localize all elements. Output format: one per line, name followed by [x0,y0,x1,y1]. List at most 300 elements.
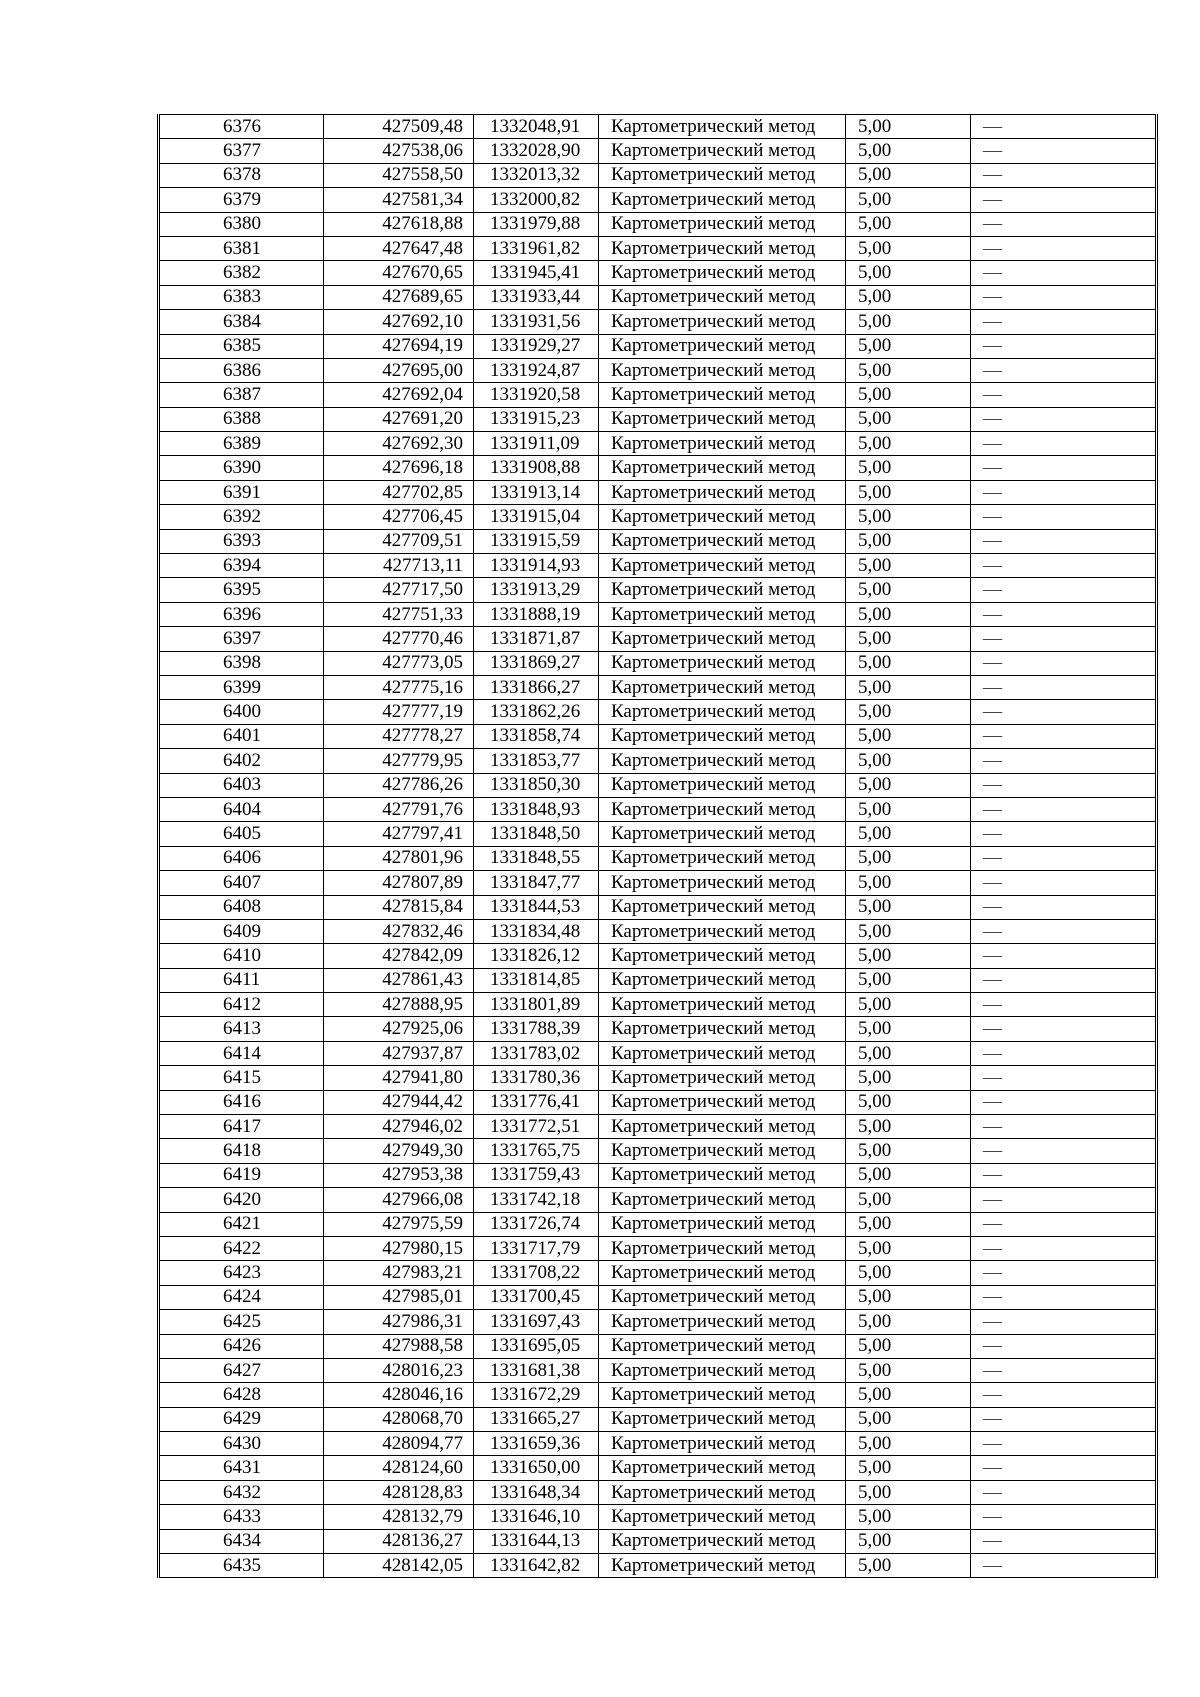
x-coordinate-cell: 427975,59 [324,1212,474,1236]
x-coordinate-cell: 427775,16 [324,675,474,699]
description-cell: — [971,358,1157,382]
point-number-cell: 6399 [159,675,324,699]
method-cell: Картометрический метод [599,334,846,358]
method-cell: Картометрический метод [599,236,846,260]
point-number-cell: 6418 [159,1139,324,1163]
accuracy-cell: 5,00 [846,968,971,992]
description-cell: — [971,749,1157,773]
method-cell: Картометрический метод [599,139,846,163]
x-coordinate-cell: 427696,18 [324,456,474,480]
x-coordinate-cell: 427801,96 [324,846,474,870]
method-cell: Картометрический метод [599,1554,846,1578]
x-coordinate-cell: 427985,01 [324,1285,474,1309]
method-cell: Картометрический метод [599,1188,846,1212]
accuracy-cell: 5,00 [846,1456,971,1480]
x-coordinate-cell: 428142,05 [324,1554,474,1578]
method-cell: Картометрический метод [599,505,846,529]
x-coordinate-cell: 427751,33 [324,602,474,626]
description-cell: — [971,115,1157,139]
table-row [159,1480,1157,1504]
point-number-cell: 6432 [159,1480,324,1504]
description-cell: — [971,846,1157,870]
point-number-cell: 6385 [159,334,324,358]
accuracy-cell: 5,00 [846,285,971,309]
x-coordinate-cell: 427983,21 [324,1261,474,1285]
y-coordinate-cell: 1332013,32 [474,163,599,187]
point-number-cell: 6423 [159,1261,324,1285]
table-row [159,285,1157,309]
point-number-cell: 6405 [159,822,324,846]
description-cell: — [971,261,1157,285]
description-cell: — [971,602,1157,626]
accuracy-cell: 5,00 [846,822,971,846]
accuracy-cell: 5,00 [846,1310,971,1334]
point-number-cell: 6395 [159,578,324,602]
table-row [159,700,1157,724]
point-number-cell: 6416 [159,1090,324,1114]
point-number-cell: 6430 [159,1432,324,1456]
method-cell: Картометрический метод [599,407,846,431]
x-coordinate-cell: 427773,05 [324,651,474,675]
accuracy-cell: 5,00 [846,1554,971,1578]
table-row [159,115,1157,139]
table-row [159,1407,1157,1431]
x-coordinate-cell: 427713,11 [324,554,474,578]
y-coordinate-cell: 1331914,93 [474,554,599,578]
x-coordinate-cell: 427581,34 [324,188,474,212]
point-number-cell: 6410 [159,944,324,968]
y-coordinate-cell: 1332000,82 [474,188,599,212]
y-coordinate-cell: 1331848,55 [474,846,599,870]
y-coordinate-cell: 1331913,29 [474,578,599,602]
description-cell: — [971,919,1157,943]
description-cell: — [971,871,1157,895]
x-coordinate-cell: 427791,76 [324,797,474,821]
accuracy-cell: 5,00 [846,700,971,724]
method-cell: Картометрический метод [599,627,846,651]
method-cell: Картометрический метод [599,1139,846,1163]
description-cell: — [971,1383,1157,1407]
accuracy-cell: 5,00 [846,188,971,212]
accuracy-cell: 5,00 [846,627,971,651]
description-cell: — [971,1041,1157,1065]
accuracy-cell: 5,00 [846,310,971,334]
method-cell: Картометрический метод [599,602,846,626]
description-cell: — [971,1310,1157,1334]
accuracy-cell: 5,00 [846,139,971,163]
method-cell: Картометрический метод [599,675,846,699]
table-row [159,1383,1157,1407]
accuracy-cell: 5,00 [846,456,971,480]
method-cell: Картометрический метод [599,1383,846,1407]
y-coordinate-cell: 1331783,02 [474,1041,599,1065]
description-cell: — [971,627,1157,651]
table-row [159,505,1157,529]
method-cell: Картометрический метод [599,1017,846,1041]
x-coordinate-cell: 427558,50 [324,163,474,187]
description-cell: — [971,505,1157,529]
accuracy-cell: 5,00 [846,602,971,626]
y-coordinate-cell: 1331665,27 [474,1407,599,1431]
accuracy-cell: 5,00 [846,358,971,382]
x-coordinate-cell: 427815,84 [324,895,474,919]
point-number-cell: 6404 [159,797,324,821]
description-cell: — [971,773,1157,797]
method-cell: Картометрический метод [599,285,846,309]
description-cell: — [971,822,1157,846]
method-cell: Картометрический метод [599,1334,846,1358]
y-coordinate-cell: 1331862,26 [474,700,599,724]
point-number-cell: 6379 [159,188,324,212]
accuracy-cell: 5,00 [846,236,971,260]
point-number-cell: 6417 [159,1115,324,1139]
method-cell: Картометрический метод [599,1285,846,1309]
table-row [159,675,1157,699]
point-number-cell: 6429 [159,1407,324,1431]
table-row [159,602,1157,626]
description-cell: — [971,383,1157,407]
y-coordinate-cell: 1331908,88 [474,456,599,480]
table-row [159,1334,1157,1358]
accuracy-cell: 5,00 [846,261,971,285]
y-coordinate-cell: 1331913,14 [474,480,599,504]
point-number-cell: 6378 [159,163,324,187]
accuracy-cell: 5,00 [846,1285,971,1309]
method-cell: Картометрический метод [599,529,846,553]
table-row [159,236,1157,260]
y-coordinate-cell: 1331933,44 [474,285,599,309]
y-coordinate-cell: 1331858,74 [474,724,599,748]
x-coordinate-cell: 427980,15 [324,1236,474,1260]
point-number-cell: 6396 [159,602,324,626]
table-row [159,773,1157,797]
table-row [159,358,1157,382]
table-row [159,895,1157,919]
description-cell: — [971,1090,1157,1114]
point-number-cell: 6415 [159,1066,324,1090]
method-cell: Картометрический метод [599,651,846,675]
description-cell: — [971,797,1157,821]
point-number-cell: 6382 [159,261,324,285]
table-row [159,1163,1157,1187]
y-coordinate-cell: 1331915,04 [474,505,599,529]
accuracy-cell: 5,00 [846,1017,971,1041]
y-coordinate-cell: 1331850,30 [474,773,599,797]
table-row [159,383,1157,407]
point-number-cell: 6401 [159,724,324,748]
method-cell: Картометрический метод [599,1115,846,1139]
y-coordinate-cell: 1331869,27 [474,651,599,675]
y-coordinate-cell: 1331929,27 [474,334,599,358]
y-coordinate-cell: 1331866,27 [474,675,599,699]
accuracy-cell: 5,00 [846,1139,971,1163]
point-number-cell: 6411 [159,968,324,992]
table-row [159,797,1157,821]
description-cell: — [971,578,1157,602]
x-coordinate-cell: 427778,27 [324,724,474,748]
coordinates-table [157,114,1158,1578]
accuracy-cell: 5,00 [846,1066,971,1090]
description-cell: — [971,724,1157,748]
point-number-cell: 6376 [159,115,324,139]
x-coordinate-cell: 428128,83 [324,1480,474,1504]
accuracy-cell: 5,00 [846,334,971,358]
y-coordinate-cell: 1331915,23 [474,407,599,431]
accuracy-cell: 5,00 [846,480,971,504]
x-coordinate-cell: 427706,45 [324,505,474,529]
method-cell: Картометрический метод [599,456,846,480]
description-cell: — [971,700,1157,724]
description-cell: — [971,554,1157,578]
accuracy-cell: 5,00 [846,651,971,675]
point-number-cell: 6387 [159,383,324,407]
y-coordinate-cell: 1331648,34 [474,1480,599,1504]
x-coordinate-cell: 428068,70 [324,1407,474,1431]
method-cell: Картометрический метод [599,749,846,773]
point-number-cell: 6435 [159,1554,324,1578]
description-cell: — [971,1358,1157,1382]
table-row [159,1529,1157,1553]
y-coordinate-cell: 1331672,29 [474,1383,599,1407]
y-coordinate-cell: 1331848,93 [474,797,599,821]
description-cell: — [971,1480,1157,1504]
y-coordinate-cell: 1331853,77 [474,749,599,773]
table-row [159,944,1157,968]
y-coordinate-cell: 1331979,88 [474,212,599,236]
y-coordinate-cell: 1331776,41 [474,1090,599,1114]
point-number-cell: 6393 [159,529,324,553]
accuracy-cell: 5,00 [846,578,971,602]
point-number-cell: 6406 [159,846,324,870]
x-coordinate-cell: 428124,60 [324,1456,474,1480]
table-row [159,1066,1157,1090]
method-cell: Картометрический метод [599,212,846,236]
method-cell: Картометрический метод [599,724,846,748]
x-coordinate-cell: 427509,48 [324,115,474,139]
point-number-cell: 6408 [159,895,324,919]
y-coordinate-cell: 1331961,82 [474,236,599,260]
table-row [159,993,1157,1017]
y-coordinate-cell: 1331642,82 [474,1554,599,1578]
description-cell: — [971,1066,1157,1090]
point-number-cell: 6386 [159,358,324,382]
y-coordinate-cell: 1331742,18 [474,1188,599,1212]
x-coordinate-cell: 427949,30 [324,1139,474,1163]
method-cell: Картометрический метод [599,1066,846,1090]
method-cell: Картометрический метод [599,1041,846,1065]
x-coordinate-cell: 428046,16 [324,1383,474,1407]
description-cell: — [971,1017,1157,1041]
accuracy-cell: 5,00 [846,944,971,968]
point-number-cell: 6420 [159,1188,324,1212]
table-row [159,1041,1157,1065]
description-cell: — [971,139,1157,163]
description-cell: — [971,895,1157,919]
description-cell: — [971,651,1157,675]
x-coordinate-cell: 427966,08 [324,1188,474,1212]
point-number-cell: 6381 [159,236,324,260]
x-coordinate-cell: 427888,95 [324,993,474,1017]
accuracy-cell: 5,00 [846,1529,971,1553]
description-cell: — [971,1334,1157,1358]
point-number-cell: 6434 [159,1529,324,1553]
method-cell: Картометрический метод [599,1163,846,1187]
description-cell: — [971,1432,1157,1456]
point-number-cell: 6425 [159,1310,324,1334]
y-coordinate-cell: 1331695,05 [474,1334,599,1358]
y-coordinate-cell: 1331931,56 [474,310,599,334]
x-coordinate-cell: 427692,30 [324,432,474,456]
x-coordinate-cell: 427695,00 [324,358,474,382]
accuracy-cell: 5,00 [846,1188,971,1212]
description-cell: — [971,1554,1157,1578]
accuracy-cell: 5,00 [846,749,971,773]
point-number-cell: 6394 [159,554,324,578]
x-coordinate-cell: 427953,38 [324,1163,474,1187]
description-cell: — [971,1407,1157,1431]
x-coordinate-cell: 427861,43 [324,968,474,992]
point-number-cell: 6412 [159,993,324,1017]
accuracy-cell: 5,00 [846,1358,971,1382]
accuracy-cell: 5,00 [846,505,971,529]
method-cell: Картометрический метод [599,261,846,285]
accuracy-cell: 5,00 [846,383,971,407]
description-cell: — [971,1236,1157,1260]
point-number-cell: 6427 [159,1358,324,1382]
table-row [159,261,1157,285]
accuracy-cell: 5,00 [846,895,971,919]
method-cell: Картометрический метод [599,578,846,602]
table-row [159,1017,1157,1041]
accuracy-cell: 5,00 [846,1261,971,1285]
method-cell: Картометрический метод [599,895,846,919]
x-coordinate-cell: 427717,50 [324,578,474,602]
accuracy-cell: 5,00 [846,1236,971,1260]
y-coordinate-cell: 1331717,79 [474,1236,599,1260]
description-cell: — [971,188,1157,212]
y-coordinate-cell: 1331915,59 [474,529,599,553]
point-number-cell: 6389 [159,432,324,456]
point-number-cell: 6397 [159,627,324,651]
point-number-cell: 6421 [159,1212,324,1236]
y-coordinate-cell: 1331844,53 [474,895,599,919]
method-cell: Картометрический метод [599,700,846,724]
method-cell: Картометрический метод [599,1236,846,1260]
x-coordinate-cell: 428016,23 [324,1358,474,1382]
point-number-cell: 6403 [159,773,324,797]
description-cell: — [971,1163,1157,1187]
y-coordinate-cell: 1331834,48 [474,919,599,943]
y-coordinate-cell: 1331650,00 [474,1456,599,1480]
table-row [159,1358,1157,1382]
table-row [159,1310,1157,1334]
table-row [159,163,1157,187]
x-coordinate-cell: 427777,19 [324,700,474,724]
point-number-cell: 6424 [159,1285,324,1309]
table-row [159,724,1157,748]
y-coordinate-cell: 1331801,89 [474,993,599,1017]
description-cell: — [971,944,1157,968]
description-cell: — [971,675,1157,699]
description-cell: — [971,529,1157,553]
accuracy-cell: 5,00 [846,724,971,748]
y-coordinate-cell: 1331920,58 [474,383,599,407]
point-number-cell: 6431 [159,1456,324,1480]
y-coordinate-cell: 1331646,10 [474,1505,599,1529]
method-cell: Картометрический метод [599,1310,846,1334]
description-cell: — [971,968,1157,992]
table-row [159,651,1157,675]
method-cell: Картометрический метод [599,822,846,846]
y-coordinate-cell: 1331759,43 [474,1163,599,1187]
y-coordinate-cell: 1331726,74 [474,1212,599,1236]
table-row [159,822,1157,846]
y-coordinate-cell: 1331847,77 [474,871,599,895]
method-cell: Картометрический метод [599,968,846,992]
x-coordinate-cell: 427694,19 [324,334,474,358]
description-cell: — [971,1212,1157,1236]
description-cell: — [971,407,1157,431]
method-cell: Картометрический метод [599,554,846,578]
y-coordinate-cell: 1331765,75 [474,1139,599,1163]
method-cell: Картометрический метод [599,310,846,334]
method-cell: Картометрический метод [599,480,846,504]
accuracy-cell: 5,00 [846,797,971,821]
accuracy-cell: 5,00 [846,1432,971,1456]
table-row [159,1188,1157,1212]
point-number-cell: 6391 [159,480,324,504]
point-number-cell: 6384 [159,310,324,334]
description-cell: — [971,1139,1157,1163]
y-coordinate-cell: 1331848,50 [474,822,599,846]
accuracy-cell: 5,00 [846,529,971,553]
table-row [159,1456,1157,1480]
accuracy-cell: 5,00 [846,1212,971,1236]
description-cell: — [971,236,1157,260]
y-coordinate-cell: 1331708,22 [474,1261,599,1285]
y-coordinate-cell: 1331681,38 [474,1358,599,1382]
method-cell: Картометрический метод [599,993,846,1017]
method-cell: Картометрический метод [599,163,846,187]
table-row [159,1285,1157,1309]
method-cell: Картометрический метод [599,1261,846,1285]
method-cell: Картометрический метод [599,1456,846,1480]
table-row [159,554,1157,578]
x-coordinate-cell: 427832,46 [324,919,474,943]
table-row [159,846,1157,870]
x-coordinate-cell: 427925,06 [324,1017,474,1041]
x-coordinate-cell: 427944,42 [324,1090,474,1114]
point-number-cell: 6400 [159,700,324,724]
x-coordinate-cell: 428132,79 [324,1505,474,1529]
table-row [159,407,1157,431]
x-coordinate-cell: 428136,27 [324,1529,474,1553]
method-cell: Картометрический метод [599,919,846,943]
x-coordinate-cell: 427797,41 [324,822,474,846]
table-row [159,188,1157,212]
table-row [159,1212,1157,1236]
description-cell: — [971,1529,1157,1553]
y-coordinate-cell: 1331814,85 [474,968,599,992]
method-cell: Картометрический метод [599,1358,846,1382]
method-cell: Картометрический метод [599,1505,846,1529]
y-coordinate-cell: 1332048,91 [474,115,599,139]
accuracy-cell: 5,00 [846,846,971,870]
x-coordinate-cell: 427986,31 [324,1310,474,1334]
y-coordinate-cell: 1331924,87 [474,358,599,382]
accuracy-cell: 5,00 [846,675,971,699]
point-number-cell: 6380 [159,212,324,236]
